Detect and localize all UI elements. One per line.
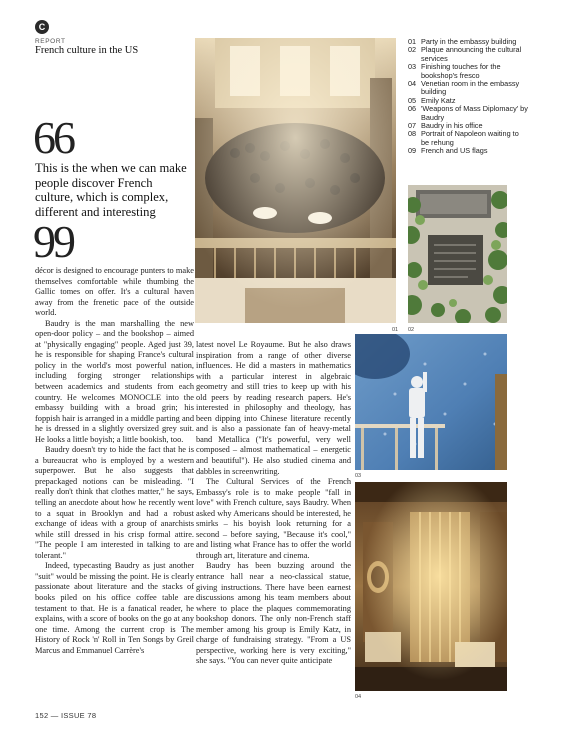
- caption-item: [408, 63, 528, 80]
- caption-number: 01: [408, 37, 417, 46]
- magazine-logo: C: [35, 20, 49, 34]
- paragraph: décor is designed to encourage punters to make themselves comfortable while thumbing the Gallic tomes on offer. It's a cultural haven away from the frenetic pace of the outside world.: [35, 266, 194, 318]
- photo-number: 03: [355, 473, 362, 479]
- photo-party-embassy: [195, 38, 396, 323]
- caption-text: Emily Katz: [421, 95, 456, 105]
- caption-text: Plaque announcing the cultural services: [421, 45, 522, 63]
- caption-item: [408, 46, 528, 63]
- paragraph: latest novel Le Royaume. But he also draws inspiration from a range of other diverse influences. He did a masters in mathematics with a particular interest in algebraic geometry and still tries to keep up with his old peers by reading research papers. He's interested in philosophy and theology, has been dipping into Chinese literature recently and is also a passionate fan of heavy-metal band Metallica ("It's powerful, very well composed – almost mathematical – energetic and beautiful"). He also studied cinema and dabbles in screenwriting.: [196, 340, 351, 476]
- caption-text: Baudry in his office: [421, 121, 483, 131]
- caption-list: [408, 38, 528, 156]
- paragraph: The Cultural Services of the French Embassy's role is to make people "fall in love" with French culture, says Baudry. When asked why Americans should be interested, he smirks – his boyish look returning for a second – before saying, "Because it's cool," and listing what France has to offer the world through art, literature and cinema.: [196, 477, 351, 560]
- paragraph: Baudry has been buzzing around the entrance hall near a neo-classical statue, giving instructions. There have been earnest discussions among his team members about where to place the plaques commemorating bookshop donors. The only non-French staff member among his group is Emily Katz, in charge of fundraising strategy. "From a US perspective, working here is very exciting," she says. "You can never quite anticipate: [196, 561, 351, 666]
- open-quote-mark: 66: [33, 112, 73, 163]
- caption-number: 04: [408, 79, 417, 89]
- caption-number: 07: [408, 121, 417, 131]
- close-quote-mark: 99: [33, 216, 73, 267]
- photo-number: 01: [392, 327, 399, 333]
- fresco-image: [355, 334, 507, 470]
- caption-text: Finishing touches for the bookshop's fresco: [421, 62, 501, 80]
- page-folio: 152 — ISSUE 78: [35, 711, 97, 720]
- caption-number: 02: [408, 45, 417, 55]
- caption-number: 08: [408, 129, 417, 139]
- caption-item: [408, 130, 528, 147]
- caption-item: [408, 147, 528, 155]
- photo-number: 04: [355, 694, 362, 700]
- plaque-image: [408, 185, 507, 323]
- caption-text: Party in the embassy building: [421, 37, 517, 46]
- caption-number: 05: [408, 95, 417, 105]
- party-image: [195, 38, 396, 323]
- section-kicker: REPORT: [35, 38, 66, 45]
- caption-text: French and US flags: [421, 146, 488, 156]
- paragraph: Indeed, typecasting Baudry as just another "suit" would be missing the point. He is clearly passionate about literature and the stacks of books piled on his office coffee table are testament to that. He is a fanatical reader, he explains, with a score of books on the go at any one time. Among the current crop is The History of Rock 'n' Roll in Ten Songs by Greil Marcus and Emmanuel Carrère's: [35, 561, 194, 655]
- paragraph: Baudry doesn't try to hide the fact that he is a bureaucrat who is employed by a western superpower. But he also suggests that prepackaged notions can be misleading. "I really don't think that clothes matter," he says, telling an anecdote about how he recently went to a squat in Brooklyn and had a robust exchange of ideas with a group of anarchists while still dressed in his crisp formal attire. "The people I am interested in talking to are tolerant.": [35, 445, 194, 560]
- caption-number: 03: [408, 62, 417, 72]
- pull-quote: This is the when we can make people discover French culture, which is complex, different and interesting: [35, 161, 187, 219]
- body-column-1: [35, 266, 194, 700]
- caption-text: Portrait of Napoleon waiting to be rehung: [421, 129, 519, 147]
- paragraph: Baudry is the man marshalling the new open-door policy – and the bookshop – aimed at "physically engaging" people. Aged just 39, he is responsible for shaping France's cultural policy in the world's most powerful nation, including forging stronger relationships between academics and students from each country. He welcomes MONOCLE into the embassy building with a broad grin; his foppish hair is arranged in a middle parting and he is dressed in a slightly oversized grey suit. He looks a little boyish; a little bookish, too.: [35, 318, 194, 444]
- photo-plaque: [408, 185, 507, 323]
- caption-text: 'Weapons of Mass Diplomacy' by Baudry: [421, 104, 528, 122]
- caption-item: [408, 80, 528, 97]
- body-column-2: [196, 340, 351, 702]
- caption-number: 09: [408, 146, 417, 156]
- caption-number: 06: [408, 104, 417, 114]
- photo-number: 02: [408, 327, 415, 333]
- photo-venetian-room: [355, 482, 507, 691]
- caption-text: Venetian room in the embassy building: [421, 79, 520, 97]
- section-title: French culture in the US: [35, 45, 139, 56]
- photo-fresco: [355, 334, 507, 470]
- caption-item: [408, 105, 528, 122]
- venetian-room-image: [355, 482, 507, 691]
